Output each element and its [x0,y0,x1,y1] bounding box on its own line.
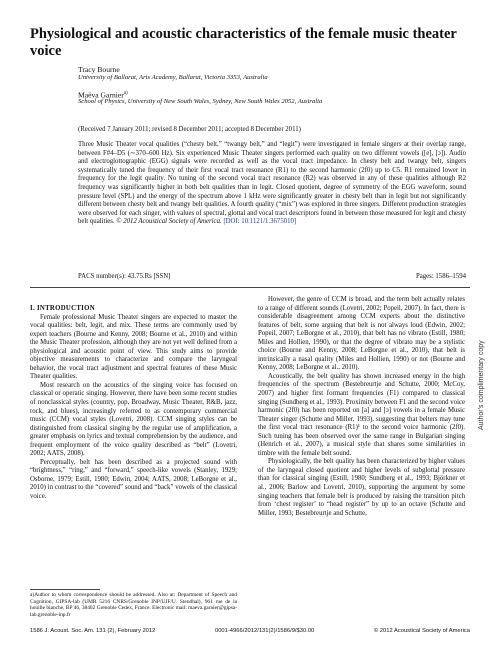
author-2-footnote-mark[interactable]: a) [123,91,128,96]
paragraph: Female professional Music Theater singers are expected to master the vocal qualities: belt, legit, and mix. These terms are commonly used by expert teachers (Bourne and Kenny, 2008; Bourne et al., 2010) and within the Music Theater profession, although they are not yet well defined from a physiological and acoustic point of view. This study aims to provide objective measurements to characterize and compare the laryngeal behavior, the vocal tract adjustment and spectral features of these Music Theater qualities. [30,313,237,381]
doi-link[interactable]: [DOI: 10.1121/1.3675010] [223,218,297,226]
side-watermark: Author's complimentary copy [478,340,485,430]
author-1-affiliation: University of Ballarat, Arts Academy, Ballarat, Victoria 3353, Australia [78,74,268,81]
page-footer [30,628,470,634]
paragraph: Most research on the acoustics of the singing voice has focused on classical or operatic singing. However, there have been some recent studies of nonclassical styles (country, pop, Broadway, Music Theater, R&B, jazz, rock, and blues), increasingly referred to as contemporary commercial music (CCM) vocal styles (Lovetri, 2008). CCM singing styles can be distinguished from classical singing by the regular use of amplification, a greater emphasis on lyrics and textual comprehension by the audience, and frequent employment of the voice quality described as “belt” (Lovetri, 2002; AATS, 2008). [30,381,237,458]
paragraph: However, the genre of CCM is broad, and the term belt actually relates to a range of different sounds (Lovetri, 2002; Popeil, 2007). In fact, there is considerable disagreement among CCM experts about the distinctive features of belt, some arguing that belt is not always loud (Edwin, 2002; Popeil, 2007; LeBorgne et al., 2010), that belt has no vibrato (Estill, 1980; Miles and Hollien, 1990), or that the degree of vibrato may be a stylistic choice (Bourne and Kenny, 2008; LeBorgne et al., 2010), that belt is intrinsically a nasal quality (Miles and Hollien, 1990) or not (Bourne and Kenny, 2008; LeBorgne et al., 2010). [258,296,465,372]
received-dates: (Received 7 January 2011; revised 8 December 2011; accepted 8 December 2011) [78,126,301,133]
author-2-affiliation: School of Physics, University of New South Wales, Sydney, New South Wales 2052, Australia [78,98,323,105]
abstract-text: Three Music Theater vocal qualities (“chesty belt,” “twangy belt,” and “legit”) were investigated in female singers at their overlap range, between F#4–D5 (∼370–600 Hz). Six experienced Music Theater singers performed each quality on two different vowels ([e], [ɔ]). Audio and electroglottographic (EGG) signals were recorded as well as the vocal tract impedance. In chesty belt and twangy belt, singers systematically tuned the frequency of their first vocal tract resonance (R1) to the second harmonic (2f0) up to C5. R1 remained lower in frequency for the legit quality. No tuning of the second vocal tract resonance (R2) was observed in any of these qualities although R2 frequency was significantly higher in both belt qualities than in legit. Closed quotient, degree of symmetry of the EGG waveform, sound pressure level (SPL) and the energy of the spectrum above 1 kHz were significantly greater in chesty belt than in legit but not significantly different between chesty belt and twangy belt qualities. A fourth quality (“mix”) was explored in three singers. Different production strategies were observed for each singer, with values of spectral, glottal and vocal tract descriptors found in between those measured for legit and chesty belt qualities. [78,141,466,226]
paragraph: Perceptually, belt has been described as a projected sound with “brightness,” “ring,” and “forward,” speech-like vowels (Stanley, 1929; Osborne, 1979; Estill, 1980; Edwin, 2004; AATS, 2008; LeBorgne et al., 2010) in contrast to the “covered” sound and “back” vowels of the classical voice. [30,458,237,501]
abstract [78,141,466,227]
author-2-name: Maëva Garnier$^{a)}$ [78,90,128,100]
footnote-divider [30,589,100,590]
section-heading: I. INTRODUCTION [30,305,95,312]
pacs-numbers: PACS number(s): 43.75.Rs [SSN] [78,273,171,280]
footnote: a)Author to whom correspondence should be addressed. Also at: Department of Speech and Cognition, GIPSA-lab (UMR 5216 CNRS/Grenoble INP/UJF/U. Stendhal), 961 rue de la houille blanche, BP 46, 38402 Grenoble Cedex, France. Electronic mail: maeva.garnier@gipsa-lab.grenoble-inp.fr [30,592,237,618]
header-divider [30,287,470,288]
footer-issn: 0001-4966/2012/131(2)/1586/9/$30.00 [214,628,315,634]
footer-journal: 1586 J. Acoust. Soc. Am. 131 (2), February 2012 [30,628,156,634]
paragraph: Physiologically, the belt quality has been characterized by higher values of the laryngeal closed quotient and higher levels of subglottal pressure than for classical singing (Estill, 1980; Sundberg et al., 1993; Björkner et al., 2006; Barlow and Lovetri, 2010), supporting the argument by some singing teachers that female belt is produced by raising the transition pitch from ‘chest register’ to “head register” by up to an octave (Schutte and Miller, 1993; Bestebreurtje and Schutte, [258,458,465,517]
paragraph: Acoustically, the belt quality has shown increased energy in the high frequencies of the spectrum (Bestebreurtje and Schutte, 2000; McCoy, 2007) and higher first formant frequencies (F1) compared to classical singing (Sundberg et al., 1993). Proximity between F1 and the second voice harmonic (2f0) has been reported on [a] and [ɔ] vowels in a female Music Theater singer (Schutte and Miller, 1993), suggesting that belters may tune the first vocal tract resonance (R1)¹ to the second voice harmonic (2f0). Such tuning has been observed over the same range in Bulgarian singing (Henrich et al., 2007), a musical style that shares some similarities in timbre with the female belt sound. [258,372,465,457]
right-column [258,296,465,518]
copyright-line: © 2012 Acoustical Society of America. [116,218,222,226]
paper-title: Physiological and acoustic characteristics of the female music theater voice [30,26,457,59]
left-column [30,305,237,502]
author-1-name: Tracy Bourne [78,65,120,74]
page-range: Pages: 1586–1594 [415,273,466,280]
footer-copyright: © 2012 Acoustical Society of America [373,628,470,634]
